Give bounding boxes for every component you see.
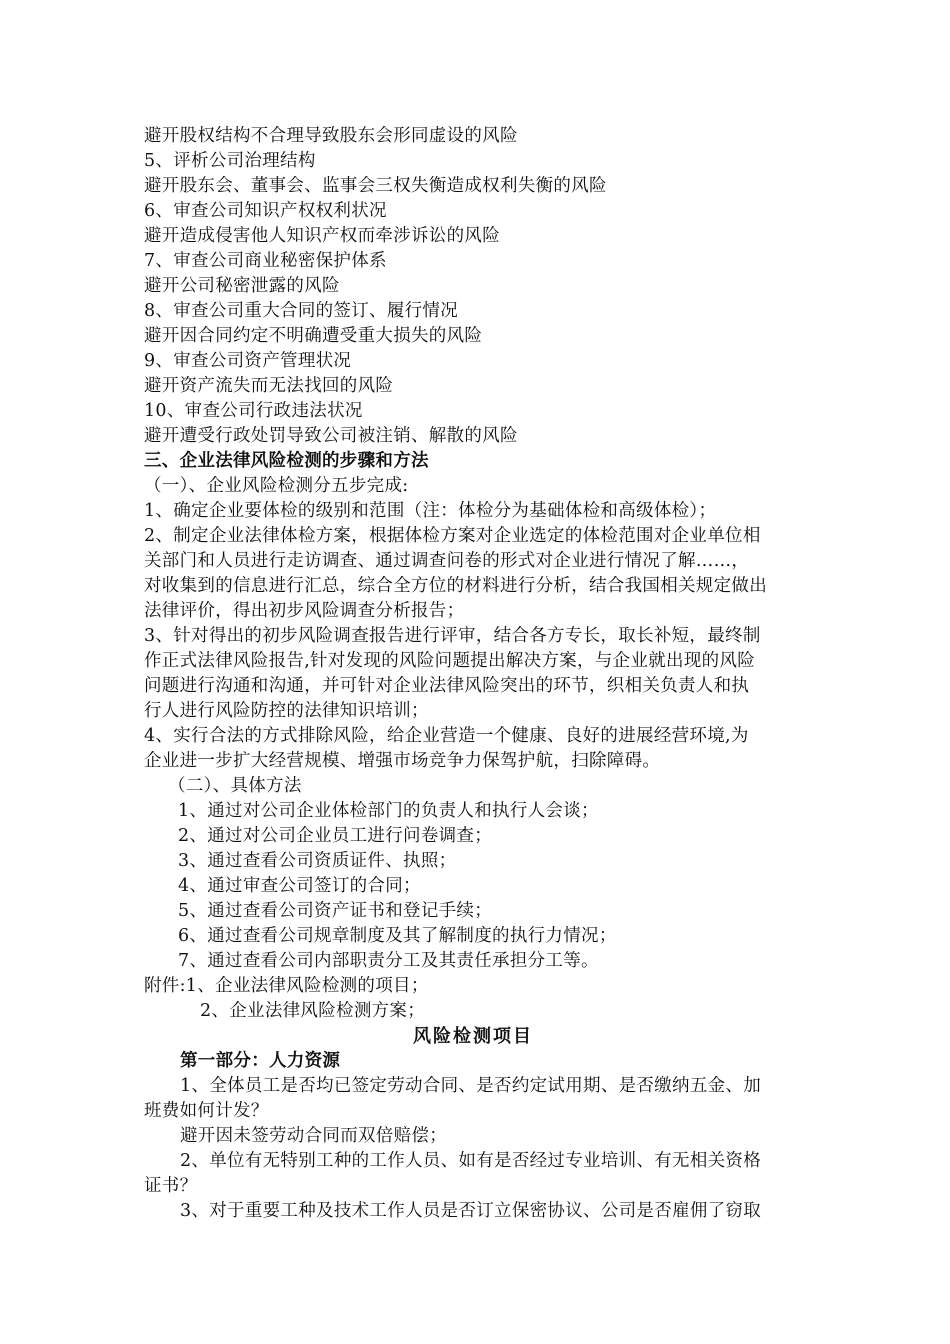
- list-item: 3、通过查看公司资质证件、执照；: [178, 851, 457, 871]
- attachment-line: 2、企业法律风险检测方案；: [200, 1001, 426, 1021]
- text-line: 避开股东会、董事会、监事会三权失衡造成权利失衡的风险: [144, 176, 607, 196]
- list-item: 2、通过对公司企业员工进行问卷调查；: [178, 826, 493, 846]
- text-line: 作正式法律风险报告,针对发现的风险问题提出解决方案，与企业就出现的风险: [144, 651, 756, 671]
- attachment-line: 附件:1、企业法律风险检测的项目；: [144, 976, 429, 996]
- page-title: 风险检测项目: [413, 1026, 533, 1047]
- text-line: 9、审查公司资产管理状况: [144, 351, 352, 371]
- text-line: 避开股权结构不合理导致股东会形同虚设的风险: [144, 126, 518, 146]
- list-item: 7、通过查看公司内部职责分工及其责任承担分工等。: [178, 951, 599, 971]
- list-item: 5、通过查看公司资产证书和登记手续；: [178, 901, 493, 921]
- text-line: 3、对于重要工种及技术工作人员是否订立保密协议、公司是否雇佣了窃取: [180, 1201, 762, 1221]
- list-item: 6、通过查看公司规章制度及其了解制度的执行力情况；: [178, 926, 617, 946]
- text-line: 6、审查公司知识产权权利状况: [144, 201, 387, 221]
- subsection-heading: （二）、具体方法: [168, 776, 302, 796]
- text-line: 法律评价，得出初步风险调查分析报告；: [144, 601, 465, 621]
- list-item: 1、通过对公司企业体检部门的负责人和执行人会谈；: [178, 801, 599, 821]
- text-line: 避开因合同约定不明确遭受重大损失的风险: [144, 326, 483, 346]
- text-line: 避开遭受行政处罚导致公司被注销、解散的风险: [144, 426, 518, 446]
- text-line: 对收集到的信息进行汇总，综合全方位的材料进行分析，结合我国相关规定做出: [144, 576, 767, 596]
- text-line: 避开资产流失而无法找回的风险: [144, 376, 394, 396]
- text-line: 证书？: [144, 1176, 198, 1196]
- text-line: 2、单位有无特别工种的工作人员、如有是否经过专业培训、有无相关资格: [180, 1151, 762, 1171]
- text-line: 5、评析公司治理结构: [144, 151, 316, 171]
- text-line: 8、审查公司重大合同的签订、履行情况: [144, 301, 459, 321]
- text-line: 10、审查公司行政违法状况: [144, 401, 363, 421]
- text-line: 避开公司秘密泄露的风险: [144, 276, 340, 296]
- section-heading: 三、企业法律风险检测的步骤和方法: [144, 451, 429, 471]
- subsection-heading: （一）、企业风险检测分五步完成:: [144, 476, 409, 496]
- text-line: 班费如何计发？: [144, 1101, 269, 1121]
- text-line: 2、制定企业法律体检方案，根据体检方案对企业选定的体检范围对企业单位相: [144, 526, 761, 546]
- text-line: 3、针对得出的初步风险调查报告进行评审，结合各方专长，取长补短，最终制: [144, 626, 761, 646]
- part-heading: 第一部分：人力资源: [180, 1051, 341, 1071]
- text-line: 行人进行风险防控的法律知识培训；: [144, 701, 429, 721]
- text-line: 4、实行合法的方式排除风险，给企业营造一个健康、良好的进展经营环境,为: [144, 726, 749, 746]
- text-line: 问题进行沟通和沟通，并可针对企业法律风险突出的环节，织相关负责人和执: [144, 676, 750, 696]
- text-line: 7、审查公司商业秘密保护体系: [144, 251, 387, 271]
- text-line: 企业进一步扩大经营规模、增强市场竞争力保驾护航，扫除障碍。: [144, 751, 661, 771]
- text-line: 关部门和人员进行走访调查、通过调查问卷的形式对企业进行情况了解……，: [144, 551, 750, 571]
- text-line: 1、确定企业要体检的级别和范围（注：体检分为基础体检和高级体检）；: [144, 501, 717, 521]
- text-line: 1、全体员工是否均已签定劳动合同、是否约定试用期、是否缴纳五金、加: [180, 1076, 762, 1096]
- text-line: 避开因未签劳动合同而双倍赔偿；: [180, 1126, 447, 1146]
- list-item: 4、通过审查公司签订的合同；: [178, 876, 421, 896]
- text-line: 避开造成侵害他人知识产权而牵涉诉讼的风险: [144, 226, 500, 246]
